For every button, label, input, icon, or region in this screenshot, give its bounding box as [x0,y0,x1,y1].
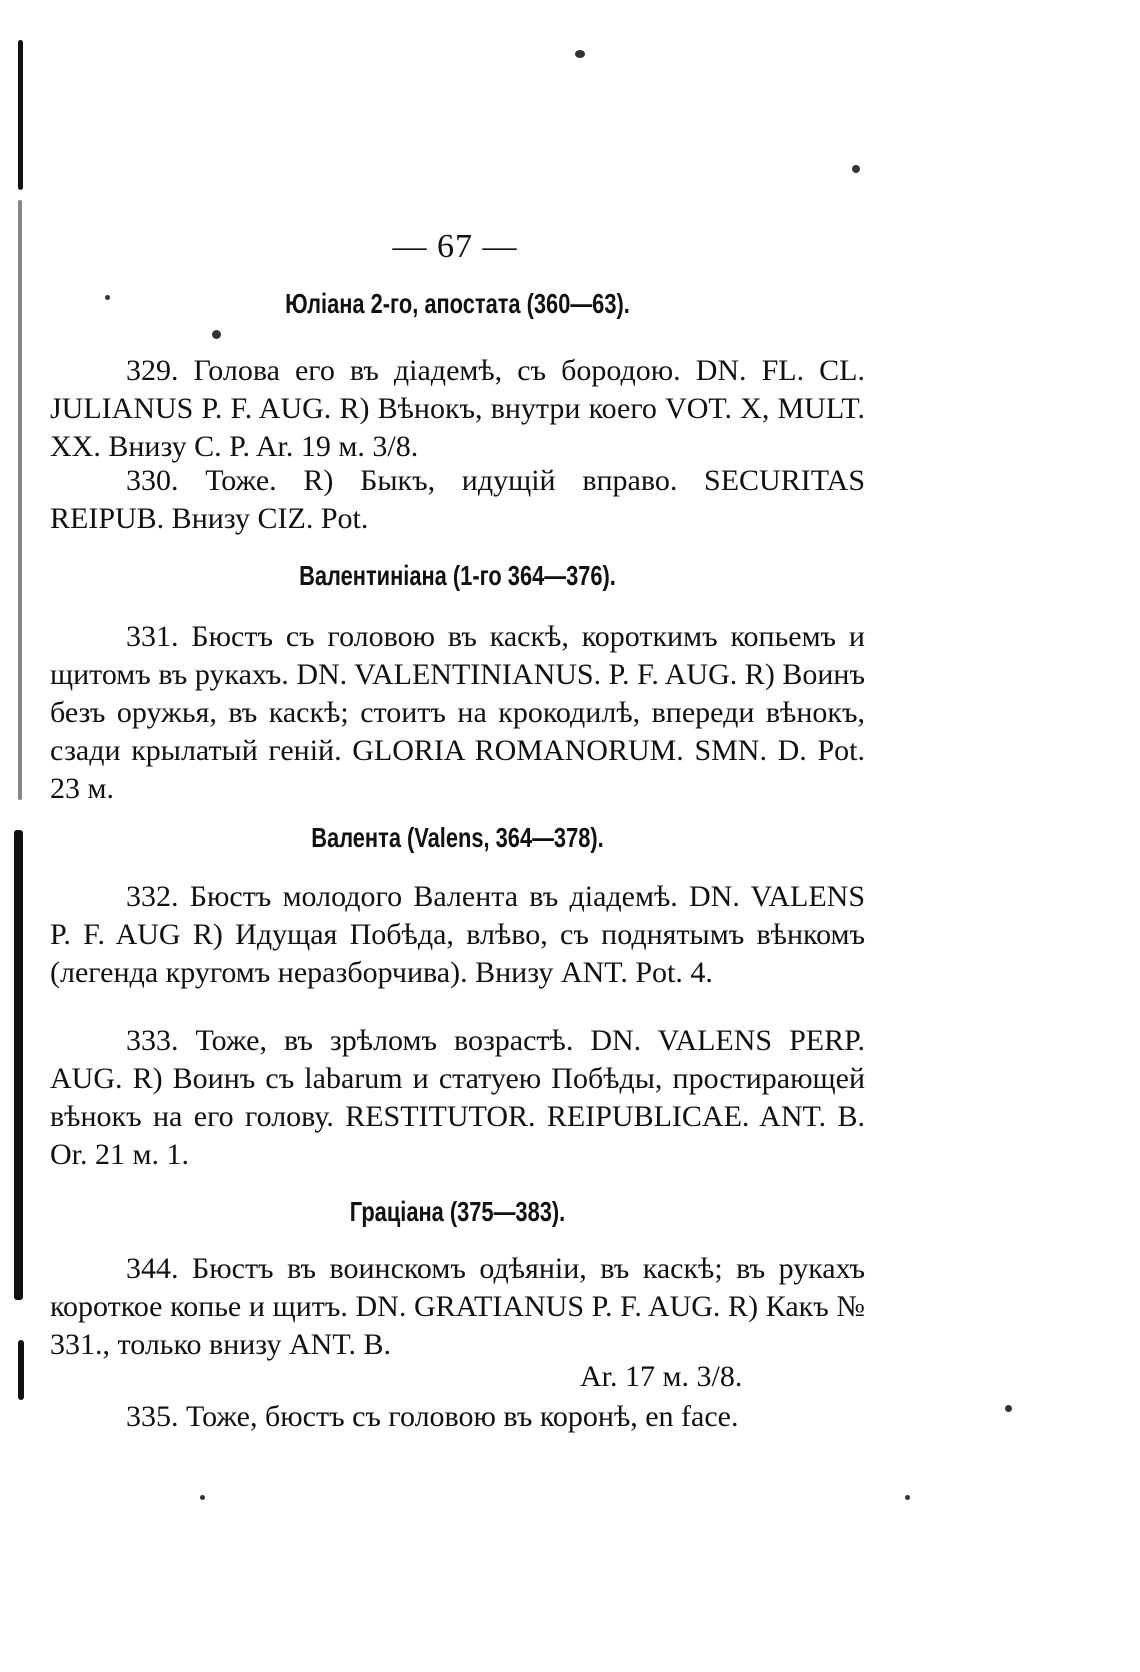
catalog-entry: 329. Голова его въ діадемѣ, съ бородою. DN. FL. CL. JULIANUS P. F. AUG. R) Вѣнокъ, внутри коего VOT. X, MULT. XX. Внизу C. P. Ar. 19 м. 3/8. [50,354,865,463]
catalog-entry: 335. Тоже, бюстъ съ головою въ коронѣ, en face. [126,1400,739,1433]
ink-speck [852,165,860,173]
catalog-entry: 344. Бюстъ въ воинскомъ одѣяніи, въ каскѣ; въ рукахъ короткое копье и щитъ. DN. GRATIANUS P. F. AUG. R) Какъ № 331., только внизу ANT. B. [50,1252,865,1361]
catalog-entry: 330. Тоже. R) Быкъ, идущій вправо. SECURITAS REIPUB. Внизу CIZ. Pot. [50,464,865,535]
section-heading: Юліана 2-го, апостата (360—63). [285,288,630,319]
section-heading: Валента (Valens, 364—378). [311,822,604,853]
catalog-entry: 331. Бюстъ съ головою въ каскѣ, короткимъ копьемъ и щитомъ въ рукахъ. DN. VALENTINIANUS. P. F. AUG. R) Воинъ безъ оружья, въ каскѣ; стоитъ на крокодилѣ, впереди вѣнокъ, сзади крылатый геній. GLORIA ROMANORUM. SMN. D. Pot. 23 м. [50,620,865,805]
margin-binding-bracket [14,830,23,1300]
ink-speck [1005,1405,1012,1412]
margin-binding-line [18,200,22,800]
ink-speck [105,295,110,300]
ink-speck [200,1495,205,1500]
page-number: — 67 — [392,228,518,265]
ink-speck [212,330,221,339]
ink-speck [905,1495,910,1500]
ink-speck [575,50,585,58]
section-heading: Валентиніана (1-го 364—376). [299,560,616,591]
margin-binding-line [18,40,23,190]
section-heading: Граціана (375—383). [349,1196,566,1227]
catalog-entry-tail: Ar. 17 м. 3/8. [580,1360,743,1393]
catalog-entry: 333. Тоже, въ зрѣломъ возрастѣ. DN. VALENS PERP. AUG. R) Воинъ съ labarum и статуею Побѣды, простирающей вѣнокъ на его голову. RESTITUTOR. REIPUBLICAE. ANT. B. Or. 21 м. 1. [50,1024,865,1171]
margin-binding-bracket [18,1340,24,1400]
catalog-entry: 332. Бюстъ молодого Валента въ діадемѣ. DN. VALENS P. F. AUG R) Идущая Побѣда, влѣво, съ поднятымъ вѣнкомъ (легенда кругомъ неразборчива). Внизу ANT. Pot. 4. [50,880,865,989]
